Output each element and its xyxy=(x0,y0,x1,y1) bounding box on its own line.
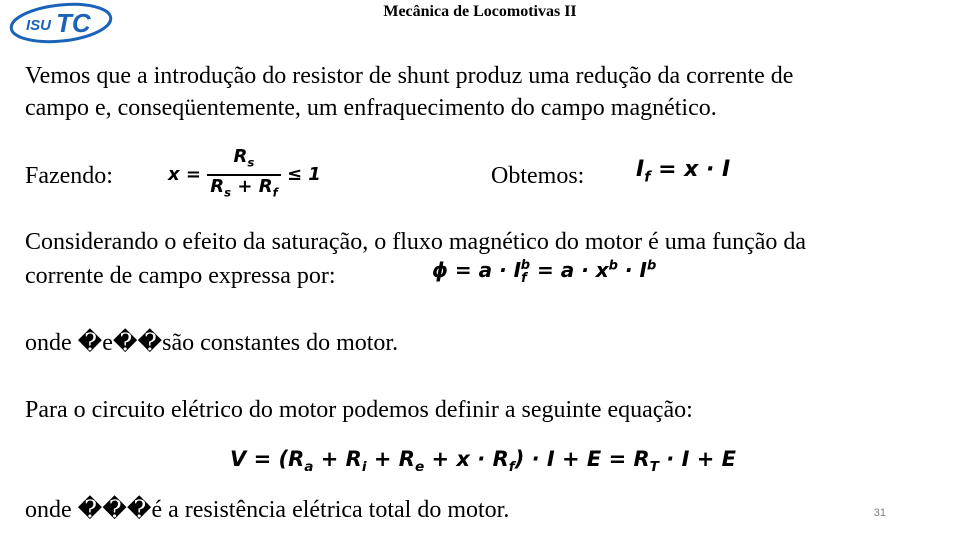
x-definition-equation: x = $\frac{R_s}{R_s + R_f}$ ≤ 1 xyxy=(168,146,321,200)
flux-equation: $\phi = a \cdot I_f^b = a \cdot x^b \cdot I^b$ xyxy=(432,258,657,286)
voltage-equation: $V = (R_a + R_i + R_e + x \cdot R_f) \cdot I + E = R_T \cdot I + E$ xyxy=(230,447,736,476)
svg-text:TC: TC xyxy=(56,8,91,38)
obtemos-label: Obtemos: xyxy=(491,163,585,189)
svg-text:ISU: ISU xyxy=(26,17,52,34)
circuit-intro-line: Para o circuito elétrico do motor podemos definir a seguinte equação: xyxy=(25,397,693,423)
fazendo-label: Fazendo: xyxy=(25,163,113,189)
page-title: Mecânica de Locomotivas II xyxy=(383,3,577,20)
resistance-note: onde ���é a resistência elétrica total do motor. xyxy=(25,497,510,523)
intro-line-1: Vemos que a introdução do resistor de shunt produz uma redução da corrente de xyxy=(25,63,794,89)
saturation-line-1: Considerando o efeito da saturação, o fluxo magnético do motor é uma função da xyxy=(25,229,807,255)
intro-line-2: campo e, conseqüentemente, um enfraquecimento do campo magnético. xyxy=(25,95,717,121)
slide-number: 31 xyxy=(873,507,886,519)
if-definition-equation: $I_f = x \cdot I$ xyxy=(636,157,731,186)
constants-note: onde �e��são constantes do motor. xyxy=(25,330,399,356)
saturation-line-2: corrente de campo expressa por: xyxy=(25,263,336,289)
